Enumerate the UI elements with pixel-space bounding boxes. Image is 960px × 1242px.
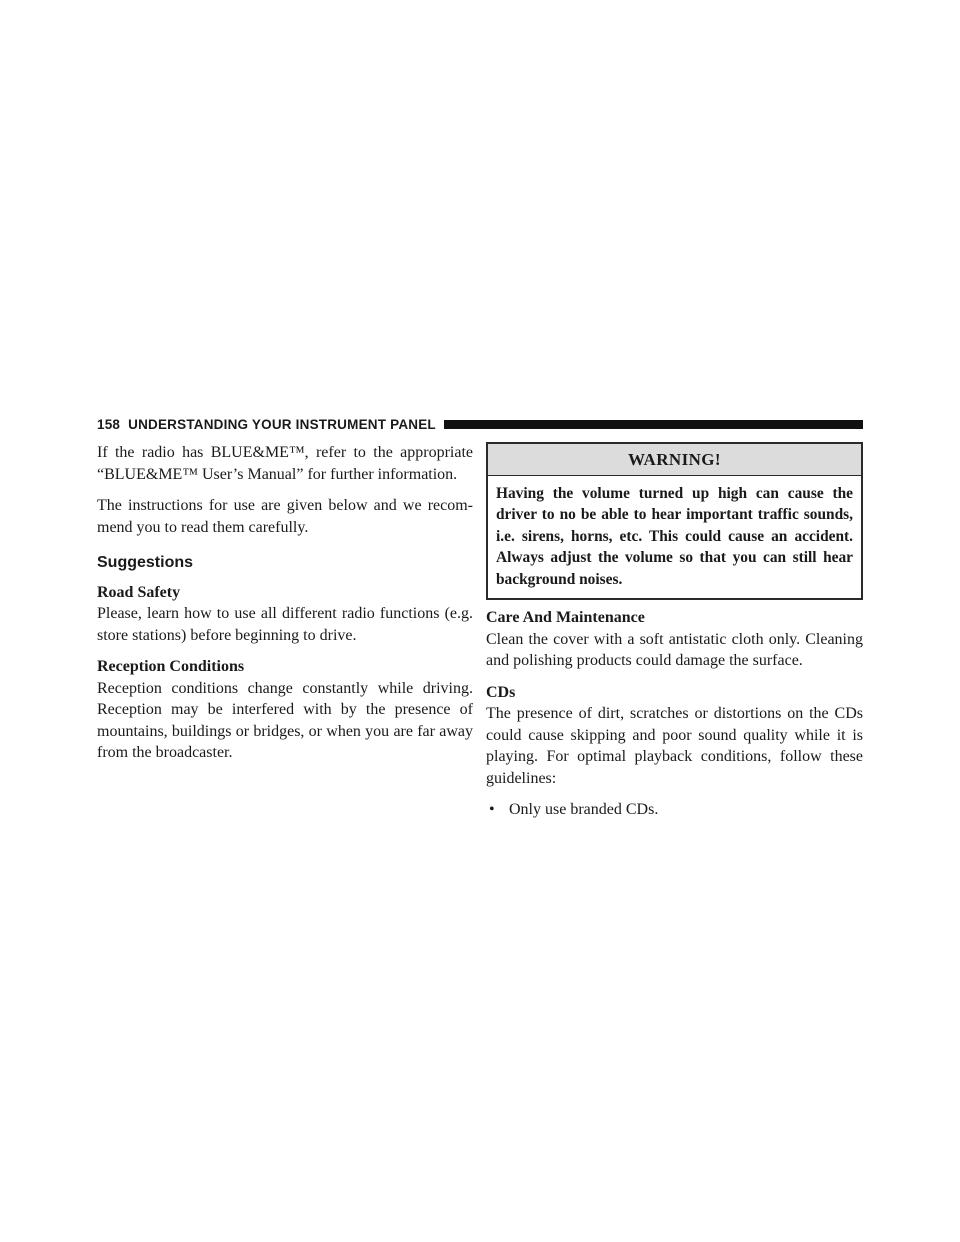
suggestions-heading: Suggestions bbox=[97, 554, 194, 571]
care-heading: Care And Maintenance bbox=[486, 609, 645, 626]
cds-heading: CDs bbox=[486, 683, 516, 701]
header-rule bbox=[444, 420, 863, 429]
list-item bbox=[486, 799, 863, 821]
warning-text: Having the volume turned up high can cause the driver to no be able to hear important traffic sounds, i.e. sirens, horns, etc. This could cause an accident. Always adjust the volume so that you can still hear background noises. bbox=[496, 484, 853, 588]
intro-paragraph-1: If the radio has BLUE&ME™, refer to the appropriate “BLUE&ME™ User’s Manual” for further information. bbox=[97, 444, 473, 483]
reception-heading: Reception Conditions bbox=[97, 658, 245, 675]
road-safety-text: Please, learn how to use all different radio functions (e.g. store stations) before beginning to drive. bbox=[97, 605, 473, 644]
left-column bbox=[97, 442, 473, 774]
bullet-text: Only use branded CDs. bbox=[509, 801, 659, 818]
right-column bbox=[486, 442, 863, 821]
page-header bbox=[97, 414, 863, 434]
cds-text: The presence of dirt, scratches or distortions on the CDs could cause skipping and poor sound quality while it is playing. For optimal playback conditions, follow these guidelines: bbox=[486, 705, 863, 787]
section-title: UNDERSTANDING YOUR INSTRUMENT PANEL bbox=[128, 416, 436, 432]
warning-title: WARNING! bbox=[488, 444, 861, 476]
road-safety-heading: Road Safety bbox=[97, 583, 181, 601]
bullet-icon: • bbox=[489, 801, 495, 818]
reception-text: Reception conditions change constantly while driving. Reception may be interfered with by the presence of mountains, buildings or bridges, or when you are far away from the broadcaster. bbox=[97, 679, 473, 761]
intro-paragraph-2: The instructions for use are given below and we recom-mend you to read them carefully. bbox=[97, 497, 473, 536]
care-text: Clean the cover with a soft antistatic cloth only. Cleaning and polishing products could damage the surface. bbox=[486, 630, 863, 669]
warning-box bbox=[486, 442, 863, 600]
page-number: 158 bbox=[97, 416, 121, 432]
